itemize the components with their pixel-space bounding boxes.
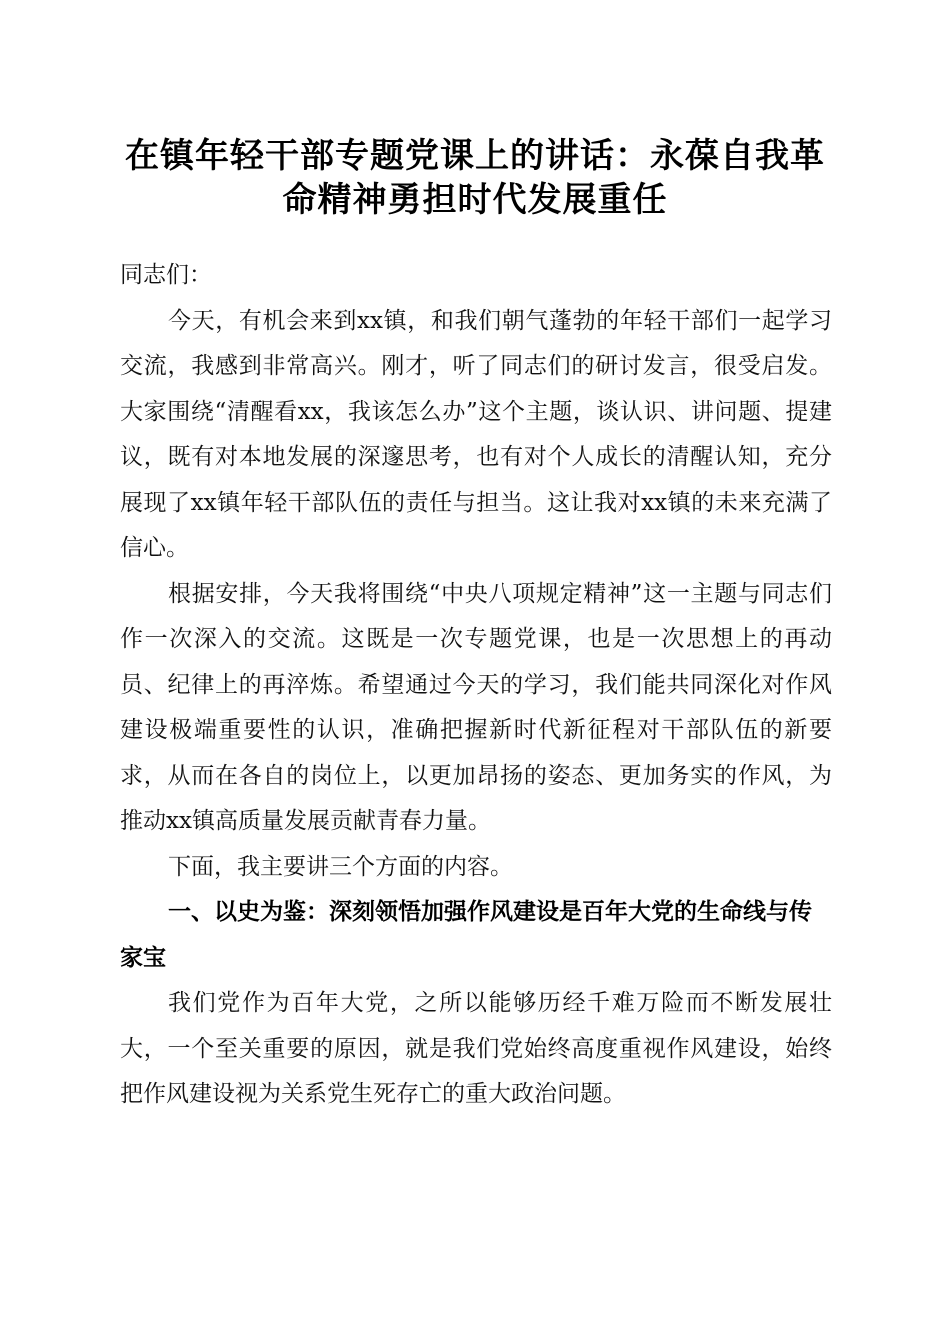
section-1-paragraph: 我们党作为百年大党，之所以能够历经千难万险而不断发展壮大，一个至关重要的原因，就是我们党始终高度重视作风建设，始终把作风建设视为关系党生死存亡的重大政治问题。 xyxy=(120,990,832,1107)
salutation: 同志们： xyxy=(120,262,212,288)
document-body xyxy=(120,253,832,1118)
paragraph-outline: 下面，我主要讲三个方面的内容。 xyxy=(168,853,513,880)
paragraph-opening: 今天，有机会来到xx镇，和我们朝气蓬勃的年轻干部们一起学习交流，我感到非常高兴。刚才，听了同志们的研讨发言，很受启发。大家围绕“清醒看xx，我该怎么办”这个主题，谈认识、讲问题、提建议，既有对本地发展的深邃思考，也有对个人成长的清醒认知，充分展现了xx镇年轻干部队伍的责任与担当。这让我对xx镇的未来充满了信心。 xyxy=(120,307,832,561)
title-line-2: 命精神勇担时代发展重任 xyxy=(282,180,668,220)
title-line-1: 在镇年轻干部专题党课上的讲话：永葆自我革 xyxy=(125,136,825,176)
section-heading-1: 一、以史为鉴：深刻领悟加强作风建设是百年大党的生命线与传家宝 xyxy=(120,899,812,971)
document-title xyxy=(110,134,840,222)
paragraph-arrangement: 根据安排，今天我将围绕“中央八项规定精神”这一主题与同志们作一次深入的交流。这既是一次专题党课，也是一次思想上的再动员、纪律上的再淬炼。希望通过今天的学习，我们能共同深化对作风建设极端重要性的认识，准确把握新时代新征程对干部队伍的新要求，从而在各自的岗位上，以更加昂扬的姿态、更加务实的作风，为推动xx镇高质量发展贡献青春力量。 xyxy=(120,580,832,834)
